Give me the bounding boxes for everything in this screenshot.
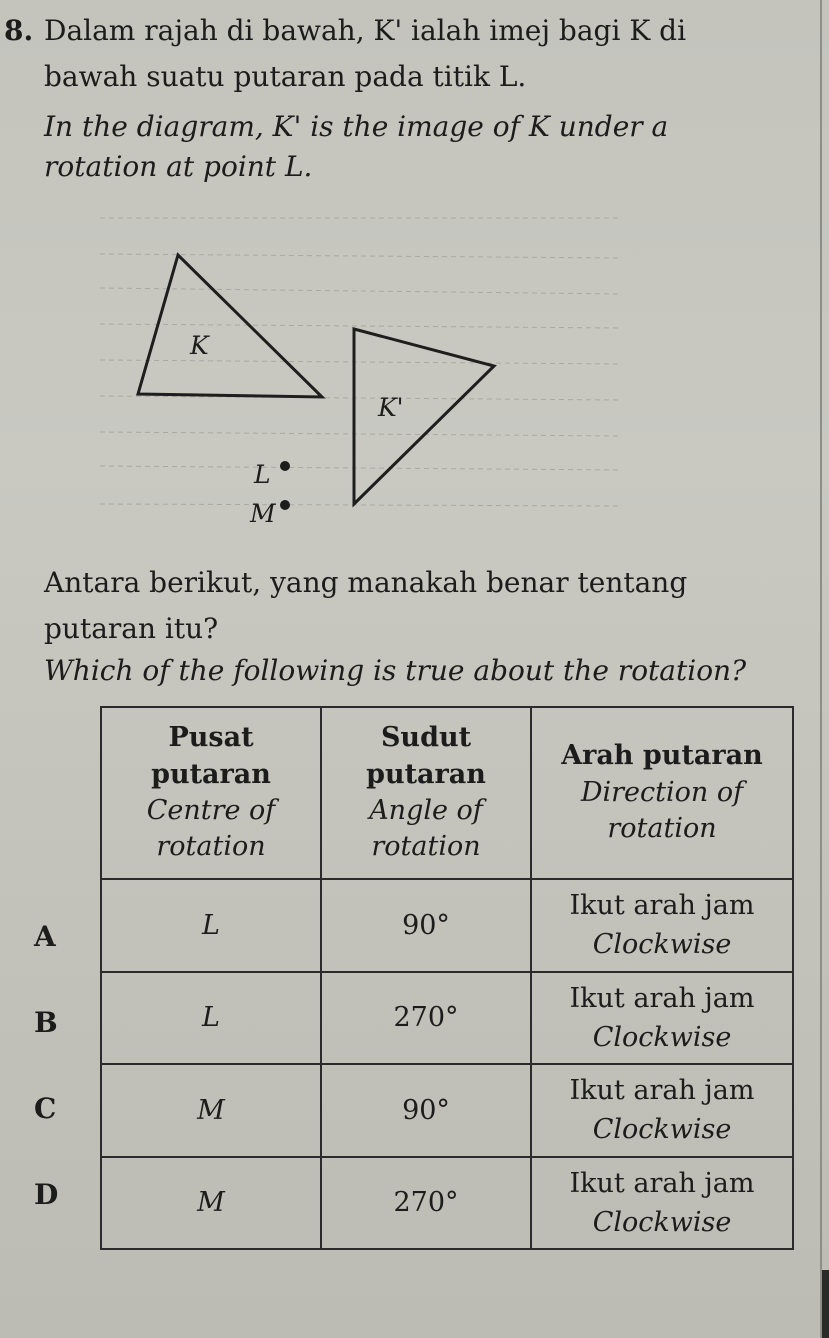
grid-line	[100, 360, 622, 364]
option-b-direction-english: Clockwise	[592, 1021, 732, 1053]
point-l-dot	[280, 461, 290, 471]
prompt-malay-line-2: putaran itu?	[44, 612, 219, 645]
shape-k	[138, 255, 322, 397]
question-number: 8.	[4, 14, 34, 47]
option-a-direction	[531, 879, 793, 972]
header-angle	[321, 707, 531, 879]
header-centre-malay-1: Pusat	[168, 722, 254, 754]
header-angle-malay-1: Sudut	[380, 722, 472, 754]
grid-lines	[100, 218, 622, 506]
option-d-direction	[531, 1157, 793, 1250]
option-d-direction-english: Clockwise	[592, 1206, 732, 1238]
option-d-angle: 270°	[321, 1157, 531, 1250]
header-direction	[531, 707, 793, 879]
grid-line	[100, 288, 622, 294]
option-a-centre: L	[101, 879, 321, 972]
question-malay-line-1: Dalam rajah di bawah, K' ialah imej bagi K di	[44, 14, 687, 47]
grid-line	[100, 432, 622, 436]
header-centre	[101, 707, 321, 879]
option-a-letter[interactable]: A	[34, 920, 56, 953]
option-c-direction	[531, 1064, 793, 1157]
option-c-direction-english: Clockwise	[592, 1114, 732, 1146]
header-angle-english-1: Angle of	[369, 795, 483, 826]
option-c-centre: M	[101, 1064, 321, 1157]
prompt-english: Which of the following is true about the rotation?	[44, 654, 747, 687]
options-table	[100, 706, 794, 1250]
header-direction-english-1: Direction of	[580, 776, 744, 808]
option-b-centre: L	[101, 972, 321, 1065]
header-centre-english-2: rotation	[156, 831, 266, 863]
grid-line	[100, 504, 622, 506]
header-angle-english-2: rotation	[371, 831, 481, 863]
option-c-letter[interactable]: C	[34, 1092, 57, 1125]
question-malay-line-2: bawah suatu putaran pada titik L.	[44, 60, 527, 93]
shape-k-image-triangle	[354, 329, 494, 504]
option-a-angle: 90°	[321, 879, 531, 972]
option-b-direction-malay: Ikut arah jam	[569, 982, 755, 1014]
rotation-diagram	[0, 200, 829, 530]
grid-line	[100, 324, 622, 328]
grid-line	[100, 396, 622, 400]
option-c-direction-malay: Ikut arah jam	[569, 1075, 755, 1107]
option-b-direction	[531, 972, 793, 1065]
option-row-c[interactable]	[101, 1064, 793, 1157]
shape-k-label: K	[190, 331, 209, 360]
option-d-letter[interactable]: D	[34, 1178, 59, 1211]
option-b-angle: 270°	[321, 972, 531, 1065]
option-a-direction-malay: Ikut arah jam	[569, 890, 755, 922]
header-centre-malay-2: putaran	[151, 758, 271, 790]
option-row-d[interactable]	[101, 1157, 793, 1250]
option-d-direction-malay: Ikut arah jam	[569, 1167, 755, 1199]
point-m-label: M	[250, 499, 276, 528]
shape-k-image-label: K'	[378, 393, 404, 422]
point-m-dot	[280, 500, 290, 510]
page-shadow	[822, 1270, 829, 1338]
table-header-row	[101, 707, 793, 879]
header-centre-english-1: Centre of	[146, 795, 276, 826]
header-direction-malay: Arah putaran	[561, 740, 763, 772]
question-english-line-1: In the diagram, K' is the image of K under a	[44, 110, 669, 143]
option-d-centre: M	[101, 1157, 321, 1250]
option-row-a[interactable]	[101, 879, 793, 972]
header-angle-malay-2: putaran	[366, 758, 486, 790]
prompt-malay-line-1: Antara berikut, yang manakah benar tentang	[44, 566, 688, 599]
option-a-direction-english: Clockwise	[592, 929, 732, 961]
point-l-label: L	[254, 460, 271, 489]
header-direction-english-2: rotation	[607, 813, 717, 845]
option-c-angle: 90°	[321, 1064, 531, 1157]
grid-line	[100, 466, 622, 470]
option-b-letter[interactable]: B	[34, 1006, 58, 1039]
option-row-b[interactable]	[101, 972, 793, 1065]
question-english-line-2: rotation at point L.	[44, 150, 313, 183]
